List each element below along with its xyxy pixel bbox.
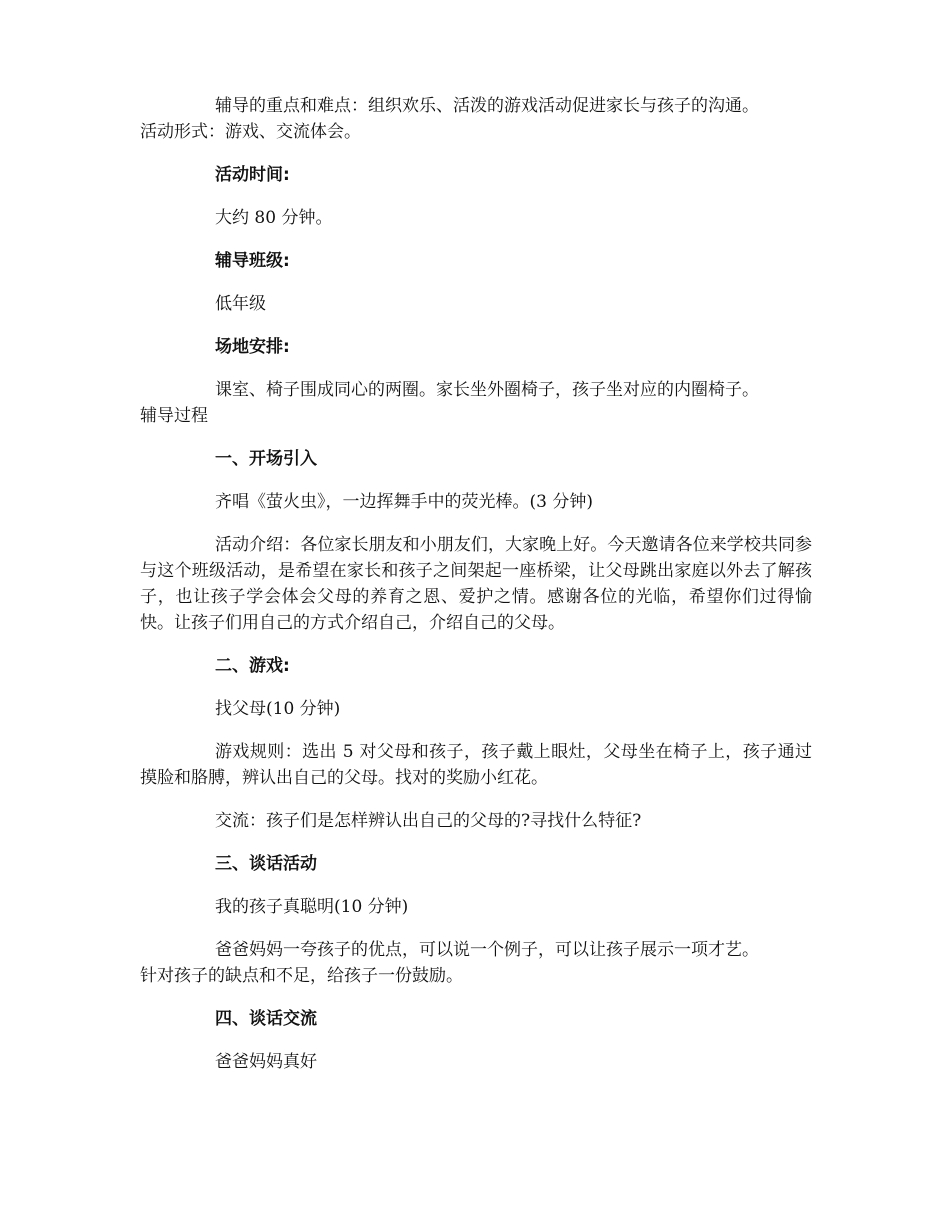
section-3-paragraph xyxy=(140,937,812,963)
section-2-heading: 二、游戏: xyxy=(215,656,290,676)
section-1-intro: 活动介绍：各位家长朋友和小朋友们，大家晚上好。今天邀请各位来学校共同参与这个班级活动，是希望在家长和孩子之间架起一座桥梁，让父母跳出家庭以外去了解孩子，也让孩子学会体会父母的养育之恩、爱护之情。感谢各位的光临，希望你们过得愉快。让孩子们用自己的方式介绍自己，介绍自己的父母。 xyxy=(140,535,812,633)
venue-paragraph-continued xyxy=(140,403,812,429)
section-2-exchange: 交流：孩子们是怎样辨认出自己的父母的?寻找什么特征? xyxy=(215,811,642,831)
class-value: 低年级 xyxy=(215,294,266,314)
section-4-title: 爸爸妈妈真好 xyxy=(215,1052,317,1072)
section-4-heading: 四、谈话交流 xyxy=(215,1009,317,1029)
section-1-song: 齐唱《萤火虫》，一边挥舞手中的荧光棒。(3 分钟) xyxy=(215,492,593,512)
class-heading: 辅导班级: xyxy=(215,251,290,271)
venue-heading: 场地安排: xyxy=(215,337,290,357)
section-3-paragraph-continued xyxy=(140,963,812,989)
intro-paragraph-continued xyxy=(140,119,812,145)
section-1-heading: 一、开场引入 xyxy=(215,449,317,469)
section-3-heading: 三、谈话活动 xyxy=(215,854,317,874)
intro-paragraph xyxy=(140,93,812,119)
section-2-title: 找父母(10 分钟) xyxy=(215,699,341,719)
time-heading: 活动时间: xyxy=(215,165,290,185)
venue-paragraph xyxy=(140,377,812,403)
document-body xyxy=(140,93,812,1075)
intro-line-2: 活动形式：游戏、交流体会。 xyxy=(140,122,361,142)
time-value: 大约 80 分钟。 xyxy=(215,208,333,228)
intro-line-1: 辅导的重点和难点：组织欢乐、活泼的游戏活动促进家长与孩子的沟通。 xyxy=(215,96,759,116)
venue-line-1: 课室、椅子围成同心的两圈。家长坐外圈椅子，孩子坐对应的内圈椅子。 xyxy=(215,380,759,400)
section-3-line-2: 针对孩子的缺点和不足，给孩子一份鼓励。 xyxy=(140,966,463,986)
section-2-rules: 游戏规则：选出 5 对父母和孩子，孩子戴上眼灶，父母坐在椅子上，孩子通过摸脸和胳膊，辨认出自己的父母。找对的奖励小红花。 xyxy=(140,742,812,788)
venue-line-2: 辅导过程 xyxy=(140,406,208,426)
section-3-title: 我的孩子真聪明(10 分钟) xyxy=(215,897,409,917)
section-3-line-1: 爸爸妈妈一夸孩子的优点，可以说一个例子，可以让孩子展示一项才艺。 xyxy=(215,940,759,960)
